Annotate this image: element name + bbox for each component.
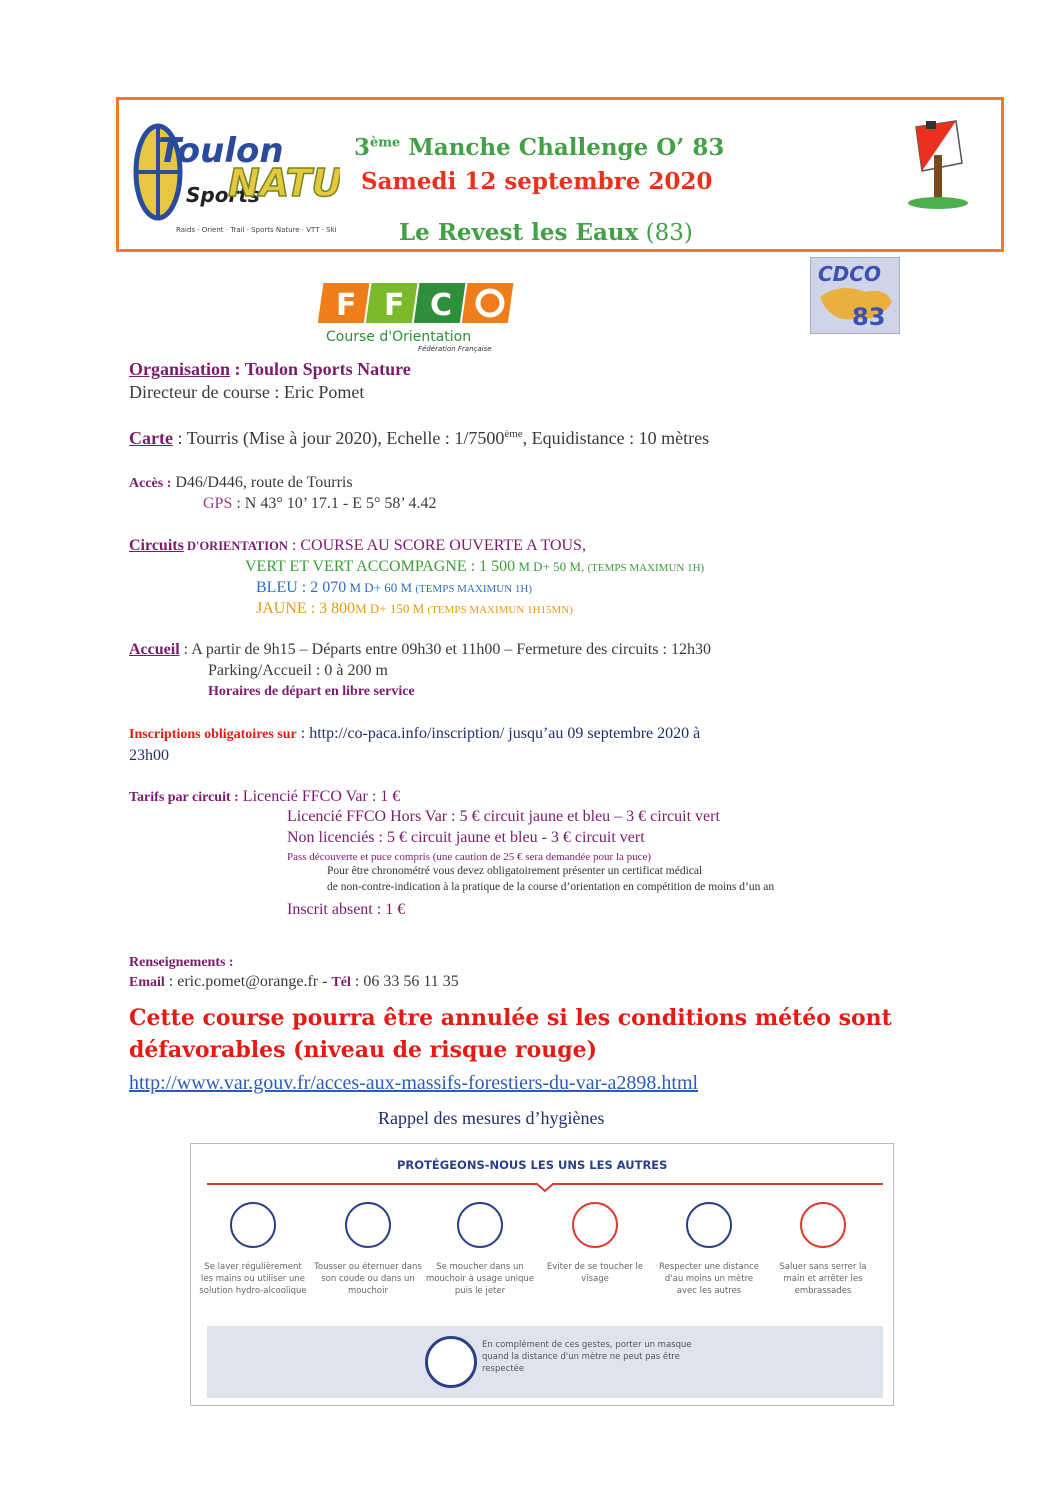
circuit-bleu-time: (TEMPS MAXIMUN 1H) (415, 583, 533, 595)
inscriptions-text2: 23h00 (129, 747, 169, 764)
circuit-jaune (256, 600, 573, 618)
cough-elbow-icon (345, 1202, 391, 1248)
poster-red-line (207, 1178, 883, 1192)
carte-text-a: : Tourris (Mise à jour 2020), Echelle : 1/7500 (172, 428, 505, 448)
distance-icon (686, 1202, 732, 1248)
location-dept: (83) (638, 220, 693, 246)
gesture-text-2: Tousser ou éternuer dans son coude ou dans un mouchoir (314, 1262, 422, 1296)
orienteering-flag-icon (904, 115, 974, 210)
circuits-label2: D'ORIENTATION (183, 539, 288, 553)
svg-text:Toulon: Toulon (158, 131, 284, 171)
svg-text:Raids · Orient · Trail · Sport: Raids · Orient · Trail · Sports Nature · VTT · Ski (176, 226, 337, 234)
location-name: Le Revest les Eaux (399, 219, 639, 246)
tarifs-l2: Licencié FFCO Hors Var : 5 € circuit jaune et bleu – 3 € circuit vert (287, 808, 720, 825)
organisation-label: Organisation (129, 359, 231, 379)
tarifs-l1: Licencié FFCO Var : 1 € (238, 788, 401, 805)
tissue-icon (457, 1202, 503, 1248)
poster-title: PROTÉGEONS-NOUS LES UNS LES AUTRES (397, 1158, 668, 1172)
organisation-sep: : (230, 359, 245, 379)
mask-text: En complément de ces gestes, porter un masque quand la distance d'un mètre ne peut pas être respectée (482, 1340, 692, 1374)
organisation-value: Toulon Sports Nature (244, 359, 411, 379)
gesture-text-5: Respecter une distance d'au moins un mètre avec les autres (659, 1262, 759, 1296)
circuit-vert-time: (TEMPS MAXIMUN 1H) (587, 562, 705, 574)
circuit-jaune-time: (TEMPS MAXIMUN 1H15MN) (427, 604, 573, 616)
gesture-text-4: Eviter de se toucher le visage (546, 1262, 644, 1284)
title-prefix: 3 (354, 134, 371, 161)
event-location (399, 219, 693, 246)
tel-value: : 06 33 56 11 35 (350, 973, 459, 990)
gps-label: GPS (203, 495, 233, 512)
toulon-sports-nature-logo (128, 112, 340, 242)
svg-text:83: 83 (852, 303, 886, 331)
inscriptions-line (129, 725, 700, 743)
var-gouv-link[interactable]: http://www.var.gouv.fr/acces-aux-massifs-forestiers-du-var-a2898.html (129, 1072, 699, 1094)
carte-line (129, 428, 709, 449)
circuit-vert (245, 558, 704, 576)
email-value: : eric.pomet@orange.fr - (164, 973, 332, 990)
circuits-line (129, 537, 586, 555)
gps-line (203, 495, 437, 513)
carte-sup: ème (504, 428, 523, 440)
tel-label: Tél (331, 975, 351, 990)
title-rest: Manche Challenge O’ 83 (400, 134, 725, 161)
svg-text:F: F (336, 288, 357, 323)
tarifs-l7: Inscrit absent : 1 € (287, 901, 406, 918)
tarifs-line (129, 788, 400, 806)
handwash-icon (230, 1202, 276, 1248)
circuit-bleu (256, 579, 532, 597)
no-face-touch-icon (572, 1202, 618, 1248)
weather-warning-l1: Cette course pourra être annulée si les conditions météo sont (129, 1005, 892, 1031)
event-date: Samedi 12 septembre 2020 (361, 168, 713, 195)
no-handshake-icon (800, 1202, 846, 1248)
cdco-83-logo (810, 257, 900, 334)
svg-text:F: F (384, 288, 405, 323)
carte-label: Carte (129, 428, 173, 448)
ffco-sub: Fédération Française (418, 345, 492, 353)
rappel-heading: Rappel des mesures d’hygiènes (378, 1108, 605, 1128)
tarifs-l5: Pour être chronométré vous devez obligatoirement présenter un certificat médical (327, 865, 703, 877)
circuits-score: : COURSE AU SCORE OUVERTE A TOUS, (287, 537, 586, 554)
circuits-label: Circuits (129, 537, 184, 554)
circuit-vert-label: VERT ET VERT ACCOMPAGNE : 1 500 (245, 558, 516, 575)
svg-text:C: C (430, 288, 453, 323)
inscriptions-label: Inscriptions obligatoires sur (129, 727, 297, 742)
gesture-text-1: Se laver régulièrement les mains ou utiliser une solution hydro-alcoolique (199, 1262, 307, 1296)
acces-value: D46/D446, route de Tourris (171, 474, 353, 491)
gesture-text-3: Se moucher dans un mouchoir à usage unique puis le jeter (425, 1262, 535, 1296)
svg-text:CDCO: CDCO (818, 262, 881, 286)
accueil-text: : A partir de 9h15 – Départs entre 09h30 et 11h00 – Fermeture des circuits : 12h30 (179, 641, 711, 658)
parking-line: Parking/Accueil : 0 à 200 m (208, 662, 388, 679)
svg-text:NATURE: NATU (228, 161, 340, 205)
gps-value: : N 43° 10’ 17.1 - E 5° 58’ 4.42 (232, 495, 437, 512)
circuit-jaune-small: M D+ 150 M (355, 601, 428, 616)
organisation-line (129, 359, 411, 380)
ffco-logo (318, 279, 548, 354)
tarifs-label: Tarifs par circuit : (129, 790, 239, 805)
inscriptions-text: : http://co-paca.info/inscription/ jusqu’au 09 septembre 2020 à (296, 725, 701, 742)
email-label: Email (129, 975, 165, 990)
tarifs-l6: de non-contre-indication à la pratique de la course d’orientation en compétition de moins d’un an (327, 881, 775, 893)
title-sup: ème (370, 135, 401, 151)
mask-icon (425, 1336, 477, 1388)
gesture-text-6: Saluer sans serrer la main et arrêter les embrassades (779, 1262, 867, 1296)
circuit-vert-small: M D+ 50 M, (515, 559, 588, 574)
acces-line (129, 474, 353, 492)
tarifs-l3: Non licenciés : 5 € circuit jaune et bleu - 3 € circuit vert (287, 829, 645, 846)
ffco-caption: Course d'Orientation (326, 329, 472, 345)
circuit-bleu-label: BLEU : 2 070 (256, 579, 347, 596)
accueil-label: Accueil (129, 641, 180, 658)
carte-text-b: , Equidistance : 10 mètres (522, 428, 710, 448)
event-title (354, 134, 724, 161)
renseignements-label: Renseignements : (129, 955, 234, 970)
acces-label: Accès : (129, 476, 172, 491)
svg-text:Sports: Sports (186, 183, 260, 207)
circuit-bleu-small: M D+ 60 M (346, 580, 416, 595)
horaires-line: Horaires de départ en libre service (208, 684, 415, 699)
course-director: Directeur de course : Eric Pomet (129, 382, 365, 402)
weather-warning-l2: défavorables (niveau de risque rouge) (129, 1037, 598, 1063)
circuit-jaune-label: JAUNE : 3 800 (256, 600, 356, 617)
tarifs-l4: Pass découverte et puce compris (une caution de 25 € sera demandée pour la puce) (287, 851, 652, 863)
accueil-line (129, 641, 711, 659)
contact-line (129, 973, 459, 991)
